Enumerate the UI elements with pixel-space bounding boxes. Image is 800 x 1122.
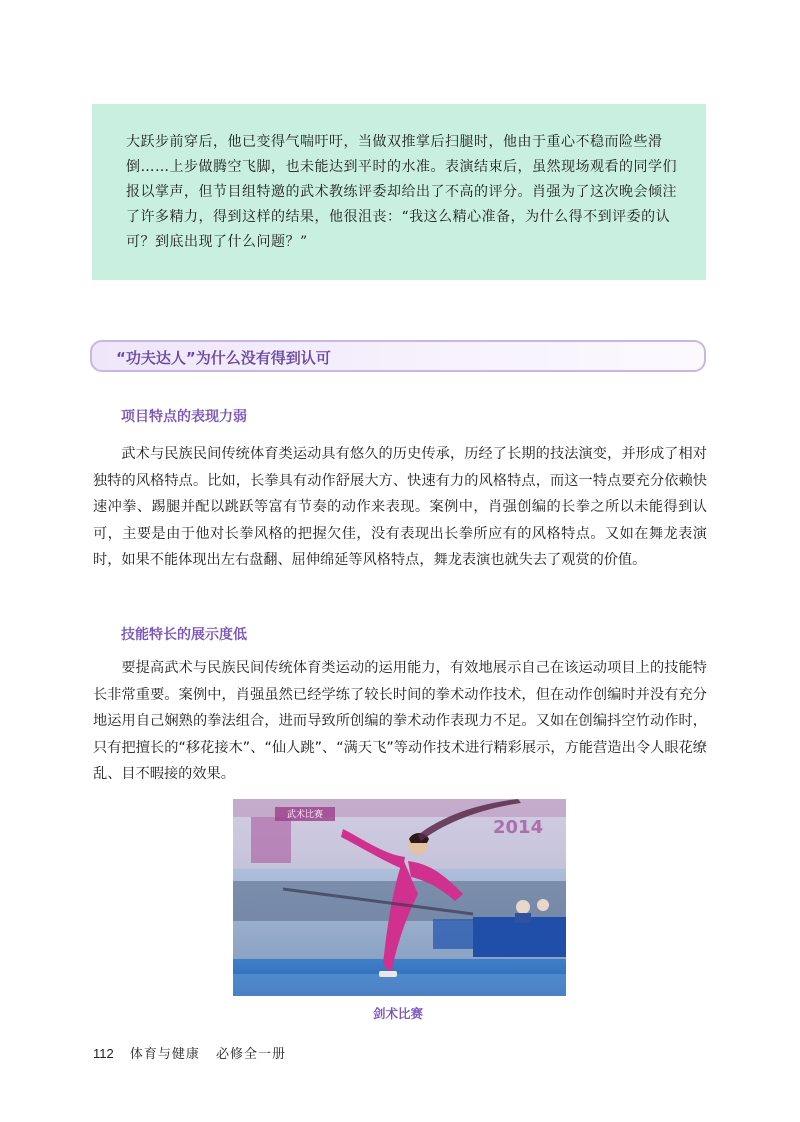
figure-caption: 剑术比赛 xyxy=(373,1006,424,1021)
subsection-heading-1: 项目特点的表现力弱 xyxy=(121,409,247,425)
book-title: 体育与健康 xyxy=(129,1047,200,1062)
subsection-paragraph-2: 要提高武术与民族民间传统体育类运动的运用能力，有效地展示自己在该运动项目上的技能特长非常重要。案例中，肖强虽然已经学练了较长时间的拳术动作技术，但在动作创编时并没有充分地运用自己娴熟的拳法组合，进而导致所创编的拳术动作表现力不足。又如在创编抖空竹动作时，只有把擅长的“移花接木”、“仙人跳”、“满天飞”等动作技术进行精彩展示，方能营造出令人眼花缭乱、目不暇接的效果。 xyxy=(93,660,707,782)
photo-illustration xyxy=(233,799,566,996)
case-story-box xyxy=(92,104,706,280)
subsection-heading-2: 技能特长的展示度低 xyxy=(121,627,247,643)
banner-text-2014: 2014 xyxy=(493,817,544,838)
section-title-bar xyxy=(90,340,706,372)
volume-label: 必修全一册 xyxy=(216,1047,287,1062)
page-number: 112 xyxy=(93,1046,114,1061)
case-story-text: 大跃步前穿后，他已变得气喘吁吁，当做双推掌后扫腿时，他由于重心不稳而险些滑倒……上步做腾空飞脚，也未能达到平时的水准。表演结束后，虽然现场观看的同学们报以掌声，但节目组特邀的武术教练评委却给出了不高的评分。肖强为了这次晚会倾注了许多精力，得到这样的结果，他很沮丧：“我这么精心准备，为什么得不到评委的认可？到底出现了什么问题？” xyxy=(126,134,677,250)
subsection-paragraph-1: 武术与民族民间传统体育类运动具有悠久的历史传承，历经了长期的技法演变，并形成了相对独特的风格特点。比如，长拳具有动作舒展大方、快速有力的风格特点，而这一特点要充分依赖快速冲拳、踢腿并配以跳跃等富有节奏的动作来表现。案例中，肖强创编的长拳之所以未能得到认可，主要是由于他对长拳风格的把握欠佳，没有表现出长拳所应有的风格特点。又如在舞龙表演时，如果不能体现出左右盘翻、屈伸绵延等风格特点，舞龙表演也就失去了观赏的价值。 xyxy=(93,446,707,568)
sword-competition-photo xyxy=(233,799,566,996)
banner-text: 武术比赛 xyxy=(286,810,324,820)
page-footer xyxy=(93,1043,286,1062)
section-title: “功夫达人”为什么没有得到认可 xyxy=(116,349,331,367)
